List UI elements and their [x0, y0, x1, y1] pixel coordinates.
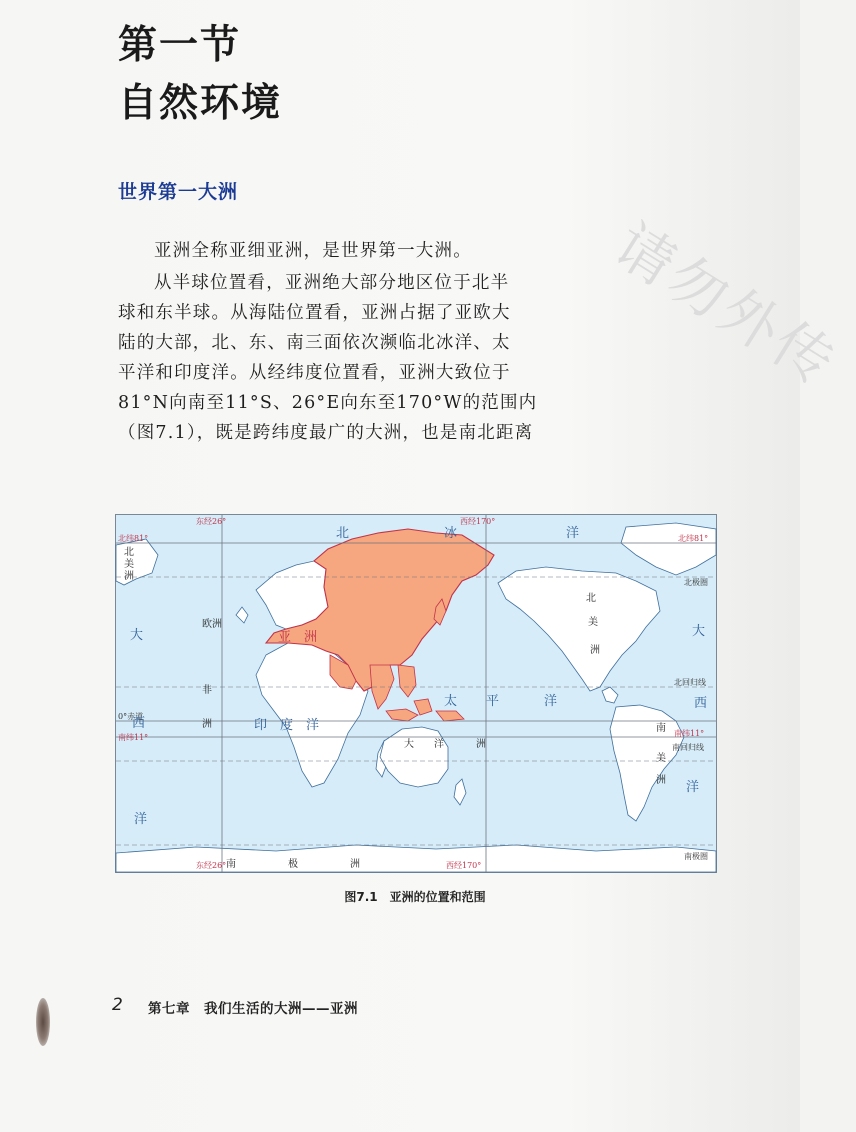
label-africa-1: 非	[202, 685, 212, 696]
label-asia: 亚 洲	[278, 630, 318, 645]
world-map	[115, 514, 717, 873]
label-atlantic-east-2: 西	[694, 696, 708, 711]
label-indian-2: 度	[280, 718, 294, 733]
label-atlantic-east-1: 大	[692, 624, 706, 639]
label-north-america-left-2: 美	[124, 559, 134, 570]
paragraph-line: 球和东半球。从海陆位置看，亚洲占据了亚欧大	[118, 303, 511, 323]
label-lon-26-top: 东经26°	[196, 517, 227, 526]
label-north-america-1: 北	[586, 593, 596, 604]
label-arctic-circle: 北极圈	[684, 578, 708, 587]
paragraph-intro: 亚洲全称亚细亚洲，是世界第一大洲。	[154, 241, 472, 261]
label-south-america-1: 南	[656, 723, 666, 734]
label-atlantic-2: 西	[132, 716, 146, 731]
label-lon-170-top: 西经170°	[460, 517, 496, 526]
label-indian-1: 印	[254, 718, 268, 733]
label-indian-3: 洋	[306, 718, 320, 733]
label-pacific-3: 洋	[544, 694, 558, 709]
label-africa-2: 洲	[202, 719, 212, 730]
label-arctic-ocean-2: 冰	[444, 526, 458, 541]
label-lat-11-left: 南纬11°	[118, 733, 149, 742]
label-north-america-2: 美	[588, 617, 598, 628]
paragraph-line: 陆的大部，北、东、南三面依次濒临北冰洋、太	[118, 333, 511, 353]
subsection-heading: 世界第一大洲	[118, 181, 239, 203]
paragraph-line: （图7.1），既是跨纬度最广的大洲，也是南北距离	[118, 423, 534, 443]
label-oceania-1: 大	[404, 739, 414, 750]
page-number: 2	[112, 995, 123, 1015]
watermark-text: 请勿外传	[602, 210, 849, 400]
label-lon-26-bottom: 东经26°	[196, 861, 227, 870]
chapter-title: 第七章 我们生活的大洲——亚洲	[148, 1001, 358, 1017]
label-lon-170-bottom: 西经170°	[446, 861, 482, 870]
label-antarctica-3: 洲	[350, 859, 360, 870]
page-edge-shadow	[36, 998, 50, 1046]
label-south-america-3: 洲	[656, 775, 666, 786]
label-north-america-left-1: 北	[124, 547, 134, 558]
label-antarctica-2: 极	[288, 859, 298, 870]
world-map-svg	[116, 515, 716, 872]
label-pacific-1: 太	[444, 694, 458, 709]
label-europe: 欧洲	[202, 619, 222, 630]
label-atlantic-1: 大	[130, 628, 144, 643]
paragraph-location	[118, 268, 538, 448]
label-oceania-3: 洲	[476, 739, 486, 750]
label-arctic-ocean-3: 洋	[566, 526, 580, 541]
label-north-america-left-3: 洲	[124, 571, 134, 582]
label-antarctic-circle: 南极圈	[684, 852, 708, 861]
label-oceania-2: 洋	[434, 739, 444, 750]
label-north-america-3: 洲	[590, 645, 600, 656]
label-lat-81-left: 北纬81°	[118, 534, 149, 543]
section-number: 第一节	[118, 23, 242, 68]
section-title: 自然环境	[118, 81, 283, 126]
label-atlantic-east-3: 洋	[686, 780, 700, 795]
paragraph-line: 81°N向南至11°S、26°E向东至170°W的范围内	[118, 393, 538, 413]
paragraph-line: 从半球位置看，亚洲绝大部分地区位于北半	[154, 273, 510, 293]
label-arctic-ocean-1: 北	[336, 526, 350, 541]
label-tropic-capricorn: 南回归线	[672, 743, 704, 752]
map-caption: 图7.1 亚洲的位置和范围	[344, 890, 486, 904]
label-equator: 0°赤道	[118, 712, 144, 721]
label-tropic-cancer: 北回归线	[674, 678, 706, 687]
label-lat-81-right: 北纬81°	[678, 534, 709, 543]
label-pacific-2: 平	[486, 694, 500, 709]
label-atlantic-3: 洋	[134, 812, 148, 827]
paragraph-line: 平洋和印度洋。从经纬度位置看，亚洲大致位于	[118, 363, 511, 383]
label-south-america-2: 美	[656, 753, 666, 764]
label-antarctica-1: 南	[226, 859, 236, 870]
label-lat-11-right: 南纬11°	[674, 729, 705, 738]
